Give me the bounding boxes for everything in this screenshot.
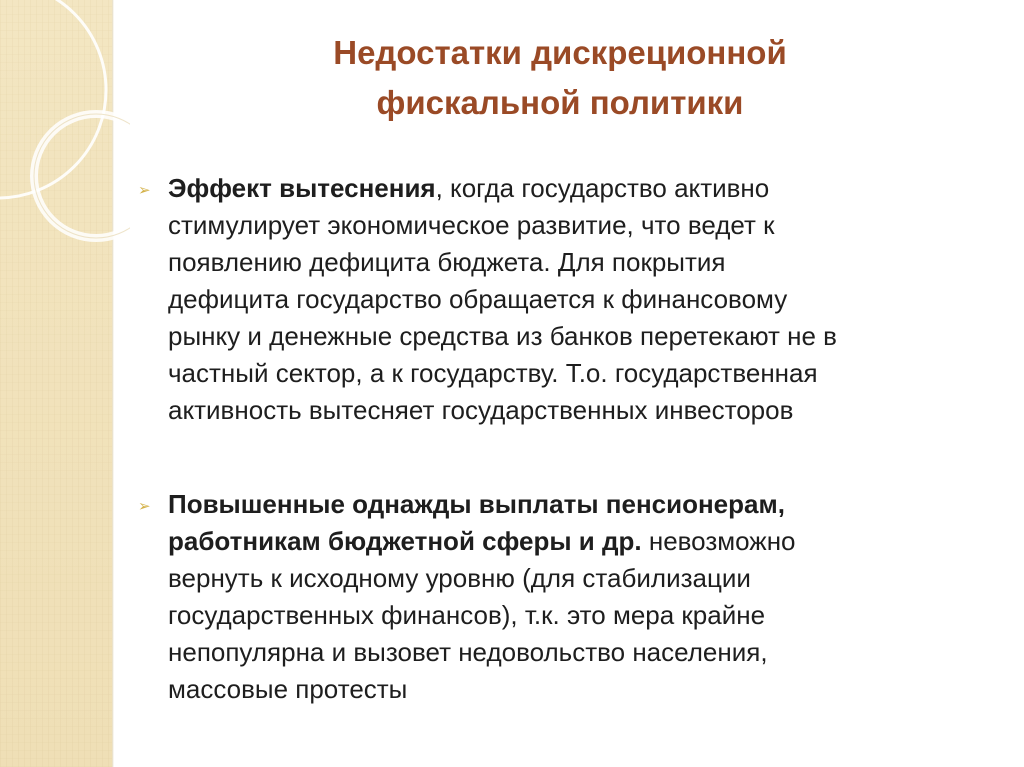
bullet-arrow-icon: ➢ xyxy=(138,182,151,199)
bullet-bold-text: работникам бюджетной сферы и др. xyxy=(168,526,642,556)
bullet-plain-text: , когда государство активно xyxy=(435,173,770,203)
bullet-line xyxy=(168,170,976,207)
bullet-line xyxy=(168,523,976,560)
decorative-rings xyxy=(0,0,130,260)
bullet-line: активность вытесняет государственных инвесторов xyxy=(168,395,794,425)
bullet-bold-text: Эффект вытеснения xyxy=(168,173,436,203)
bullet-line: дефицита государство обращается к финансовому xyxy=(168,284,788,314)
bullet-line: рынку и денежные средства из банков перетекают не в xyxy=(168,321,837,351)
bullet-payments xyxy=(136,486,976,708)
bullet-text xyxy=(168,170,976,429)
bullet-crowding-out xyxy=(136,170,976,429)
decorative-ring-small xyxy=(34,114,130,238)
bullet-line: государственных финансов), т.к. это мера крайне xyxy=(168,600,766,630)
slide-title-line-2: фискальной политики xyxy=(376,84,744,121)
bullet-line: массовые протесты xyxy=(168,674,408,704)
bullet-line: вернуть к исходному уровню (для стабилизации xyxy=(168,563,751,593)
bullet-line xyxy=(168,486,976,523)
slide-title-line-1: Недостатки дискреционной xyxy=(333,34,787,71)
bullet-bold-text: Повышенные однажды выплаты пенсионерам, xyxy=(168,489,785,519)
bullet-line: непопулярна и вызовет недовольство населения, xyxy=(168,637,768,667)
bullet-plain-text: невозможно xyxy=(641,526,796,556)
slide-title xyxy=(180,28,940,128)
decorative-ring-large xyxy=(0,0,106,198)
bullet-text xyxy=(168,486,976,708)
bullet-arrow-icon: ➢ xyxy=(138,498,151,515)
bullet-line: стимулирует экономическое развитие, что ведет к xyxy=(168,210,775,240)
bullet-line: появлению дефицита бюджета. Для покрытия xyxy=(168,247,726,277)
bullet-line: частный сектор, а к государству. Т.о. государственная xyxy=(168,358,818,388)
